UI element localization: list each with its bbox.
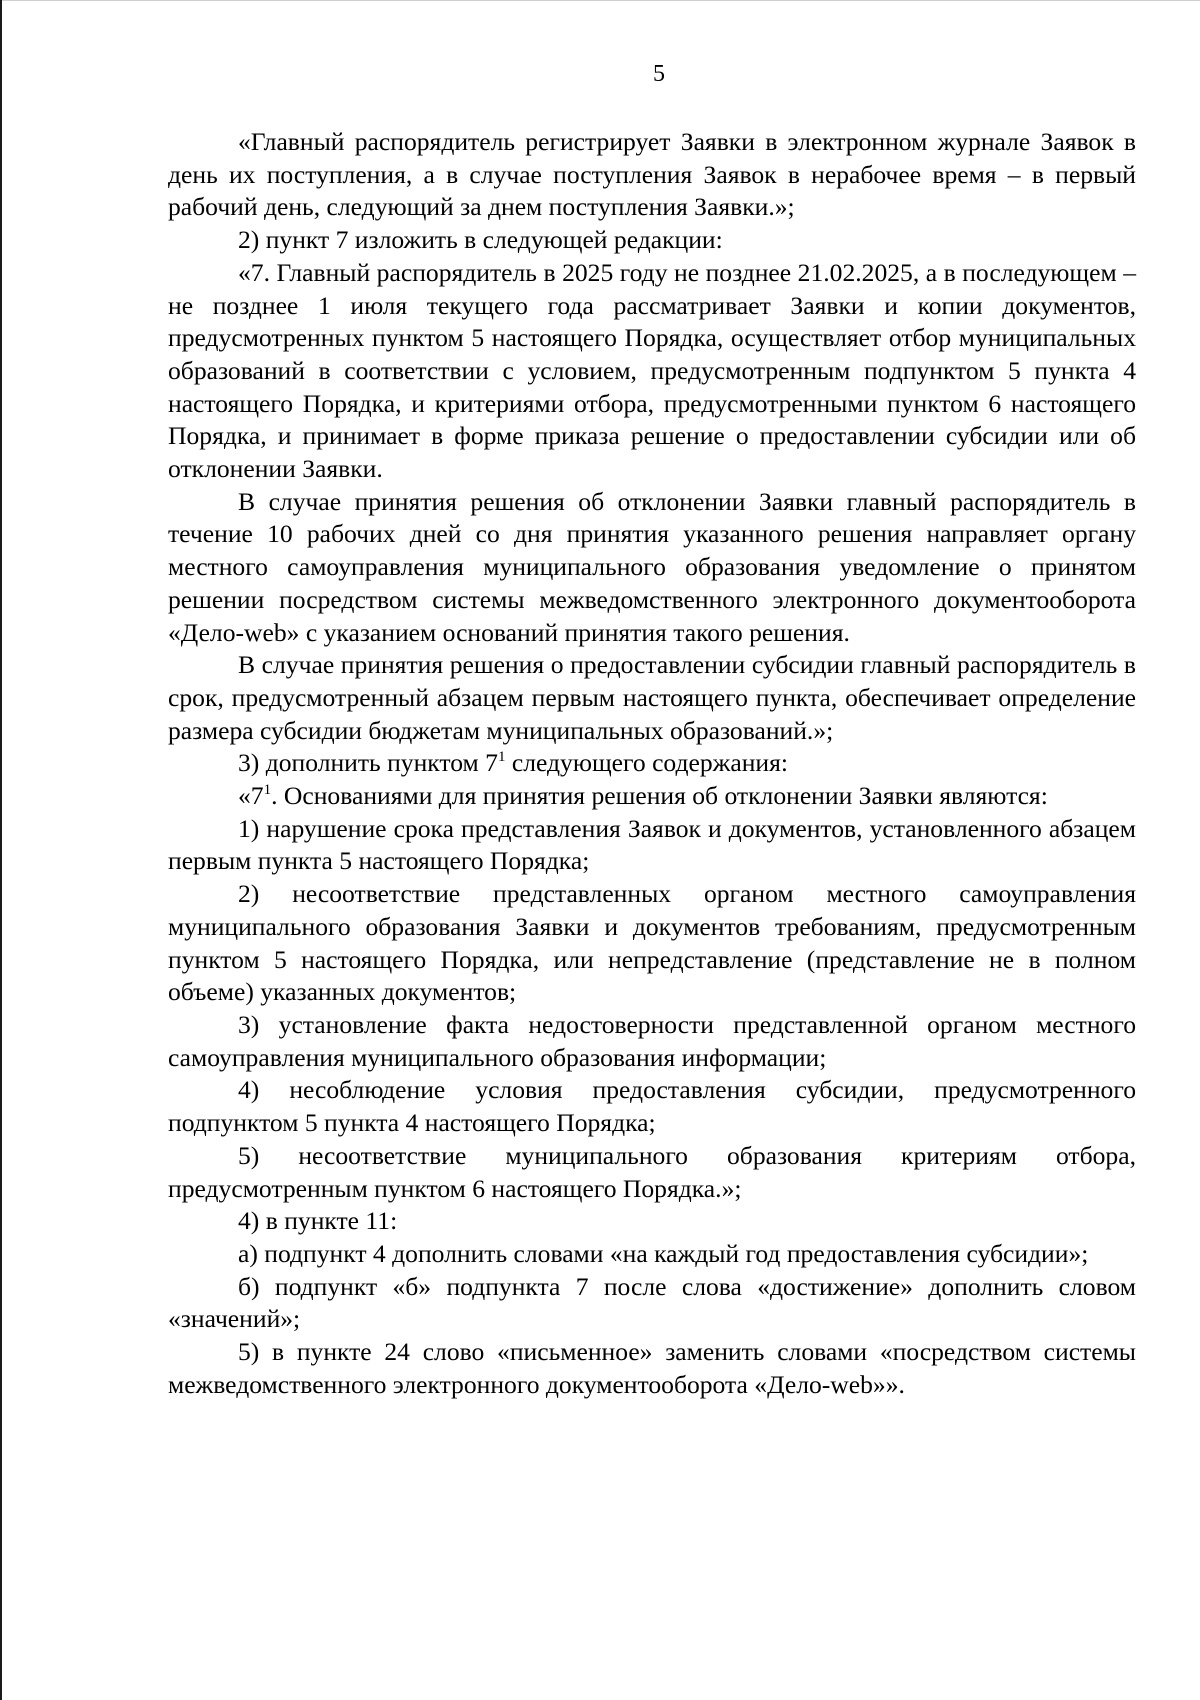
paragraph-item-2: 2) пункт 7 изложить в следующей редакции: (238, 225, 723, 255)
paragraph-point-7-1 (168, 780, 1136, 813)
paragraph-item-4: 4) в пункте 11: (238, 1206, 398, 1236)
paragraph-grant-decision: В случае принятия решения о предоставлении субсидии главный распорядитель в срок, предусмотренный абзацем первым настоящего пункта, обеспечивает определение размера субсидии бюджетам муниципальных образований.»; (168, 650, 1136, 745)
paragraph-item-3 (168, 747, 1136, 780)
ground-3: 3) установление факта недостоверности представленной органом местного самоуправления муниципального образования информации; (168, 1009, 1136, 1072)
item-3-text-after: следующего содержания: (505, 748, 788, 778)
paragraph-point-7: «7. Главный распорядитель в 2025 году не позднее 21.02.2025, а в последующем – не позднее 1 июля текущего года рассматривает Заявки и копии документов, предусмотренных пунктом 5 настоящего Порядка, осуществляет отбор муниципальных образований в соответствии с условием, предусмотренным подпунктом 5 пункта 4 настоящего Порядка, и критериями отбора, предусмотренными пунктом 6 настоящего Порядка, и принимает в форме приказа решение о предоставлении субсидии или об отклонении Заявки. (168, 257, 1136, 484)
paragraph-item-5: 5) в пункте 24 слово «письменное» заменить словами «посредством системы межведомственного электронного документооборота «Дело-web»». (168, 1337, 1136, 1399)
document-page (168, 58, 1136, 1401)
page-number: 5 (653, 61, 665, 87)
paragraph-item-4-a: а) подпункт 4 дополнить словами «на каждый год предоставления субсидии»; (238, 1238, 1089, 1268)
scan-edge-top (0, 0, 1200, 1)
paragraph-rejection-notice: В случае принятия решения об отклонении Заявки главный распорядитель в течение 10 рабочих дней со дня принятия указанного решения направляет органу местного самоуправления муниципального образования уведомление о принятом решении посредством системы межведомственного электронного документооборота «Дело-web» с указанием оснований принятия такого решения. (168, 486, 1136, 647)
ground-2: 2) несоответствие представленных органом местного самоуправления муниципального образования Заявки и документов требованиям, предусмотренным пунктом 5 настоящего Порядка, или непредставление (представление не в полном объеме) указанных документов; (168, 879, 1136, 1007)
item-3-superscript: 1 (497, 749, 506, 766)
ground-4: 4) несоблюдение условия предоставления субсидии, предусмотренного подпунктом 5 пункта 4 настоящего Порядка; (168, 1075, 1136, 1138)
point-7-1-text-before: «7 (238, 781, 264, 811)
point-7-1-text-after: . Основаниями для принятия решения об отклонении Заявки являются: (271, 781, 1048, 811)
paragraph-registration: «Главный распорядитель регистрирует Заявки в электронном журнале Заявок в день их поступления, а в случае поступления Заявок в нерабочее время – в первый рабочий день, следующий за днем поступления Заявки.»; (168, 127, 1136, 222)
ground-5: 5) несоответствие муниципального образования критериям отбора, предусмотренным пунктом 6 настоящего Порядка.»; (168, 1140, 1136, 1203)
point-7-1-superscript: 1 (263, 782, 272, 799)
scan-edge-left (0, 0, 2, 1700)
paragraph-item-4-b: б) подпункт «б» подпункта 7 после слова «достижение» дополнить словом «значений»; (168, 1271, 1136, 1334)
item-3-text-before: 3) дополнить пунктом 7 (238, 748, 498, 778)
ground-1: 1) нарушение срока представления Заявок и документов, установленного абзацем первым пункта 5 настоящего Порядка; (168, 813, 1136, 876)
